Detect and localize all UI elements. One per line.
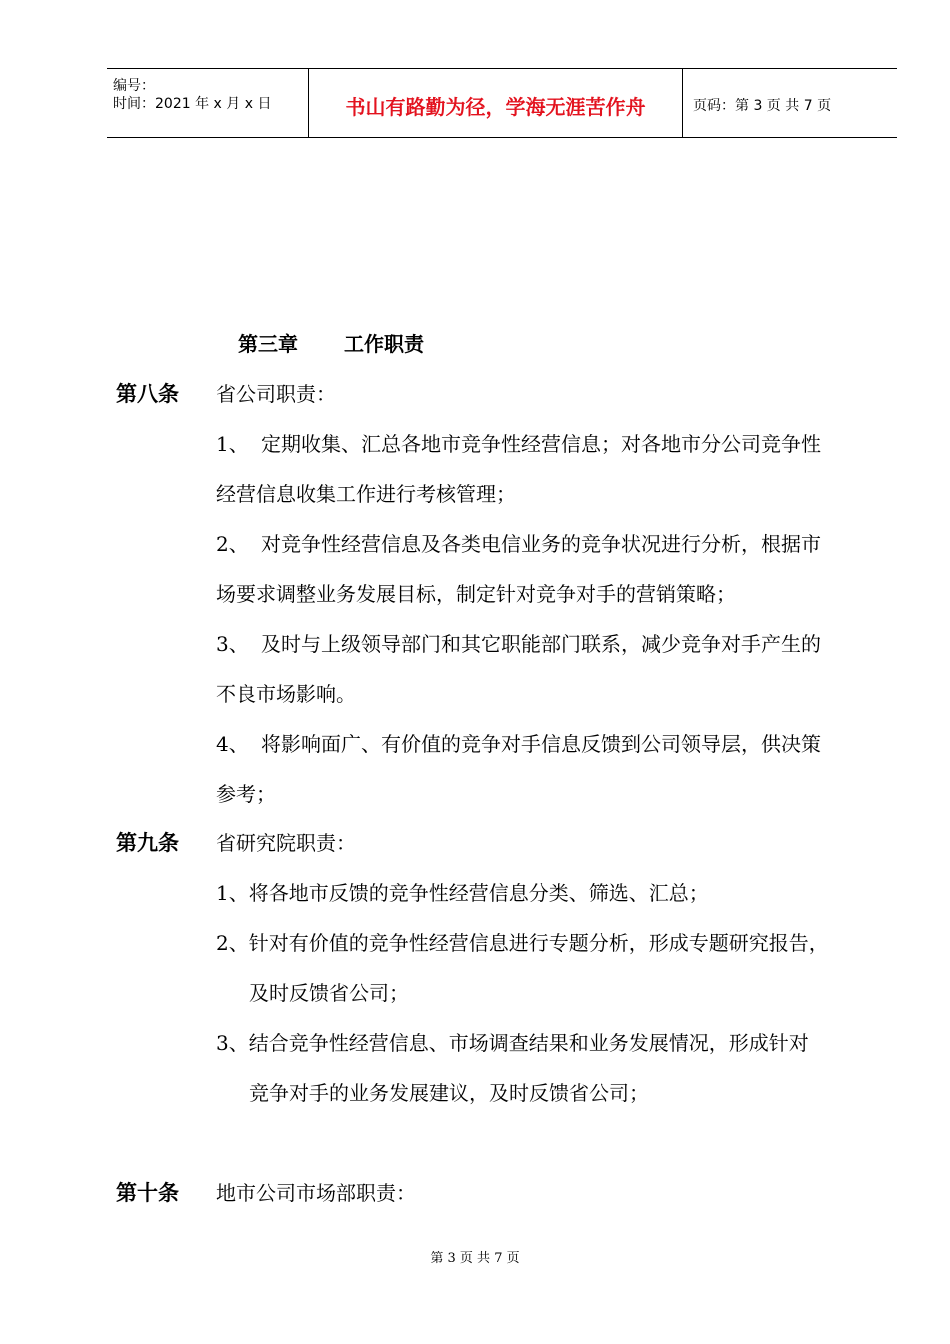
article-10-label: 第十条 [116, 1180, 179, 1205]
item-number: 3、 [216, 1031, 249, 1055]
list-item [216, 528, 821, 557]
item-number: 1、 [216, 432, 249, 456]
item-text: 及时与上级领导部门和其它职能部门联系，减少竞争对手产生的 [261, 632, 821, 656]
article-10-title: 地市公司市场部职责： [216, 1181, 416, 1205]
list-item [216, 428, 821, 457]
item-text: 针对有价值的竞争性经营信息进行专题分析，形成专题研究报告， [248, 931, 829, 955]
item-text: 将影响面广、有价值的竞争对手信息反馈到公司领导层，供决策 [261, 732, 821, 756]
code-label: 编号： [113, 78, 155, 94]
list-item-continuation: 参考； [216, 782, 276, 806]
motto-text: 书山有路勤为径，学海无涯苦作舟 [345, 95, 646, 119]
item-text: 将各地市反馈的竞争性经营信息分类、筛选、汇总； [248, 881, 709, 905]
item-text: 结合竞争性经营信息、市场调查结果和业务发展情况，形成针对 [248, 1031, 809, 1055]
item-number: 2、 [216, 931, 249, 955]
list-item [216, 927, 829, 956]
item-text: 定期收集、汇总各地市竞争性经营信息；对各地市分公司竞争性 [261, 432, 821, 456]
chapter-title: 工作职责 [344, 332, 424, 356]
article-9-label: 第九条 [116, 830, 179, 855]
list-item [216, 877, 709, 906]
list-item [216, 728, 821, 757]
page-label: 页码：第 3 页 共 7 页 [693, 98, 832, 114]
page-footer: 第 3 页 共 7 页 [430, 1251, 520, 1266]
chapter-number: 第三章 [238, 332, 298, 356]
list-item-continuation: 竞争对手的业务发展建议，及时反馈省公司； [249, 1081, 649, 1105]
page-header [107, 68, 897, 138]
header-motto-cell [309, 69, 683, 137]
time-label: 时间：2021 年 x 月 x 日 [113, 96, 272, 112]
item-number: 4、 [216, 732, 249, 756]
list-item [216, 628, 821, 657]
chapter-heading [238, 328, 424, 357]
item-number: 3、 [216, 632, 249, 656]
header-page-cell [683, 69, 897, 137]
item-text: 对竞争性经营信息及各类电信业务的竞争状况进行分析，根据市 [261, 532, 821, 556]
list-item-continuation: 经营信息收集工作进行考核管理； [216, 482, 516, 506]
article-8-label: 第八条 [116, 381, 179, 406]
list-item-continuation: 场要求调整业务发展目标，制定针对竞争对手的营销策略； [216, 582, 736, 606]
item-number: 2、 [216, 532, 249, 556]
list-item-continuation: 不良市场影响。 [216, 682, 356, 706]
article-9-title: 省研究院职责： [216, 831, 356, 855]
header-info-cell [107, 69, 309, 137]
item-number: 1、 [216, 881, 249, 905]
article-8-title: 省公司职责： [216, 382, 336, 406]
list-item-continuation: 及时反馈省公司； [249, 981, 409, 1005]
list-item [216, 1027, 809, 1056]
